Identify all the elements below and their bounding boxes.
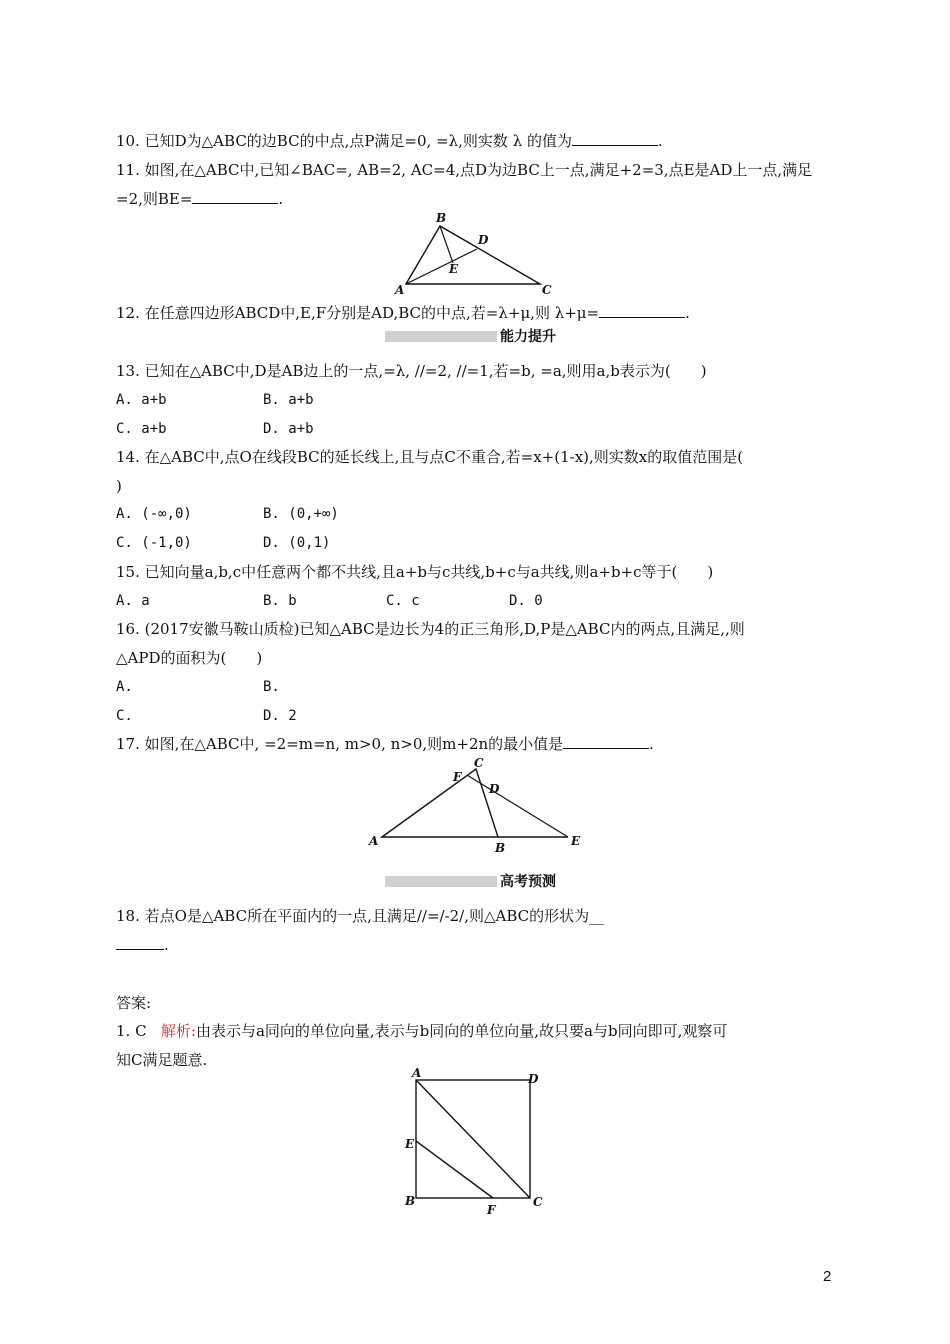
q14-option-d: D. (0,1) [263, 535, 331, 551]
q13-option-d: D. a+b [263, 421, 314, 437]
label-f: F [453, 770, 462, 784]
section-title: 高考预测 [500, 874, 556, 890]
question-10: 10. 已知D为△ABC的边BC的中点,点P满足=0, =λ,则实数 λ 的值为 . [116, 132, 663, 150]
question-14-line1: 14. 在△ABC中,点O在线段BC的延长线上,且与点C不重合,若=x+(1-x),则实数x的取值范围是( [116, 448, 744, 466]
section-bar [385, 876, 497, 887]
answer-blank [192, 189, 278, 204]
triangle-abc [382, 769, 498, 837]
label-b: B [436, 211, 447, 225]
answer-1-line2: 知C满足题意. [116, 1051, 208, 1069]
answer-blank [563, 734, 649, 749]
section-ability [385, 326, 556, 346]
section-bar [385, 331, 497, 342]
triangle-abc [406, 226, 540, 284]
question-15: 15. 已知向量a,b,c中任意两个都不共线,且a+b与c共线,b+c与a共线,则a+b+c等于( ) [116, 563, 714, 581]
label-a: A [395, 283, 405, 297]
q15-option-c: C. c [386, 593, 420, 609]
question-17: 17. 如图,在△ABC中, =2=m=n, m>0, n>0,则m+2n的最小值是 . [116, 735, 654, 753]
label-b: B [495, 841, 506, 855]
answer-1-line1: 1. C 解析:由表示与a同向的单位向量,表示与b同向的单位向量,故只要a与b同向即可,观察可 [116, 1022, 728, 1040]
q15-option-b: B. b [263, 593, 297, 609]
label-a: A [369, 834, 379, 848]
q16-option-a: A. [116, 679, 133, 695]
label-b: B [405, 1194, 416, 1208]
question-14-line2: ) [116, 477, 122, 495]
label-a: A [412, 1066, 422, 1080]
q15-option-d: D. 0 [509, 593, 543, 609]
question-16-line2: △APD的面积为( ) [116, 649, 263, 667]
question-12: 12. 在任意四边形ABCD中,E,F分别是AD,BC的中点,若=λ+μ,则 λ+μ= . [116, 304, 690, 322]
q14-option-c: C. (-1,0) [116, 535, 192, 551]
q15-option-a: A. a [116, 593, 150, 609]
label-e: E [449, 262, 459, 276]
page-number: 2 [823, 1268, 832, 1285]
label-c: C [542, 283, 552, 297]
question-18-line2: . [116, 935, 169, 955]
q14-option-b: B. (0,+∞) [263, 506, 339, 522]
q13-option-c: C. a+b [116, 421, 167, 437]
segment-fe [467, 775, 568, 837]
section-forecast [385, 871, 556, 891]
question-16-line1: 16. (2017安徽马鞍山质检)已知△ABC是边长为4的正三角形,D,P是△ABC内的两点,且满足,,则 [116, 620, 745, 638]
segment-ac [416, 1080, 530, 1198]
q16-option-d: D. 2 [263, 708, 297, 724]
answer-blank [599, 303, 685, 318]
q16-option-c: C. [116, 708, 133, 724]
q13-option-a: A. a+b [116, 392, 167, 408]
segment-ef [416, 1141, 493, 1198]
q13-option-b: B. a+b [263, 392, 314, 408]
figure-q17-triangle [365, 755, 585, 855]
q14-option-a: A. (-∞,0) [116, 506, 192, 522]
label-c: C [533, 1195, 543, 1209]
label-d: D [489, 782, 500, 796]
label-c: C [474, 756, 484, 770]
question-11-line1: 11. 如图,在△ABC中,已知∠BAC=, AB=2, AC=4,点D为边BC上一点,满足+2=3,点E是AD上一点,满足 [116, 161, 813, 179]
label-d: D [478, 233, 489, 247]
question-18-line1: 18. 若点O是△ABC所在平面内的一点,且满足//=/-2/,则△ABC的形状为__ [116, 907, 605, 925]
analysis-label: 解析: [160, 1022, 196, 1040]
question-13: 13. 已知在△ABC中,D是AB边上的一点,=λ, //=2, //=1,若=b, =a,则用a,b表示为( ) [116, 362, 707, 380]
figure-q11-triangle [390, 208, 560, 298]
answer-blank [572, 131, 658, 146]
q16-option-b: B. [263, 679, 280, 695]
segment-be [440, 226, 453, 263]
answers-heading: 答案: [116, 994, 152, 1012]
figure-answer-square [400, 1068, 550, 1218]
label-e: E [405, 1137, 415, 1151]
answer-blank [116, 935, 164, 950]
label-e: E [571, 834, 581, 848]
label-d: D [528, 1072, 539, 1086]
section-title: 能力提升 [500, 329, 556, 345]
label-f: F [487, 1203, 496, 1217]
question-11-line2: =2,则BE= . [116, 190, 284, 208]
